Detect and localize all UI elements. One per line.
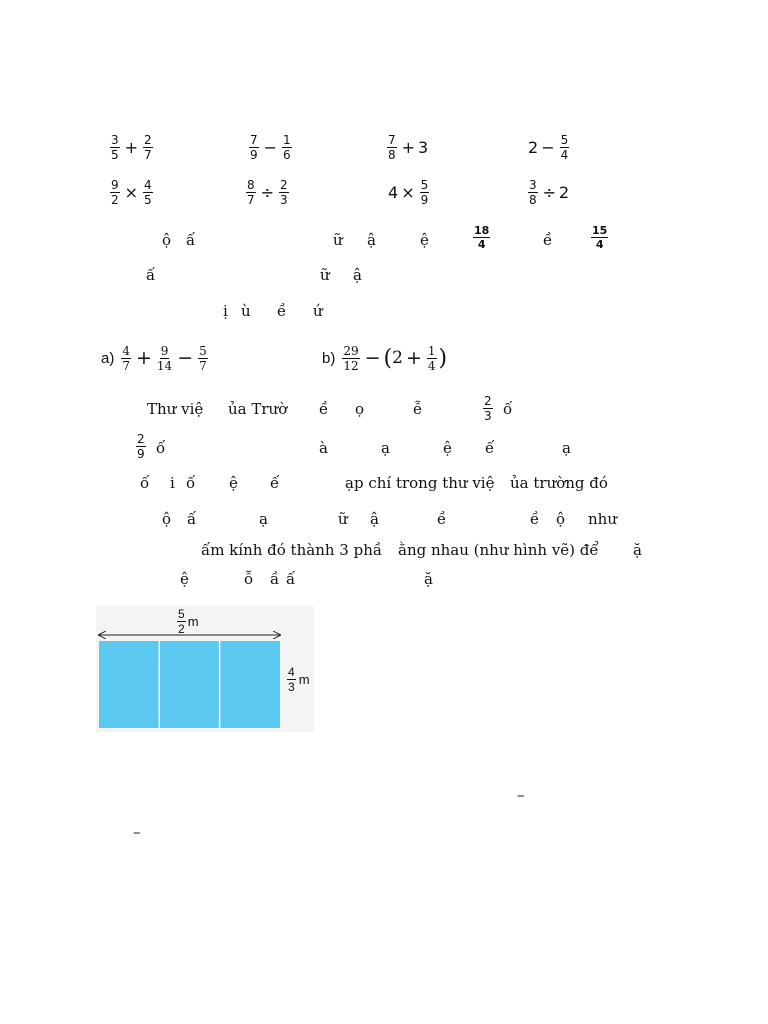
expr-3b: b) $\frac{29}{12}$ − ( 2 + $\frac{1}{4}$ )	[322, 343, 448, 373]
fraction: $\frac{9}{2}$	[111, 177, 119, 207]
glyph: ấ	[187, 510, 197, 528]
glyph: ề	[277, 302, 287, 320]
item-label: a)	[101, 349, 115, 367]
glass-panel	[99, 641, 280, 728]
glyph: ề	[530, 510, 540, 528]
glyph: ặ	[424, 570, 433, 588]
fraction: $\frac{3}{8}$	[529, 177, 537, 207]
glyph: ậ	[367, 231, 376, 249]
glyph: ố	[140, 474, 150, 492]
expr-3a: a) $\frac{4}{7}$ + $\frac{9}{14}$ − $\frac{5}{7}$	[101, 343, 207, 373]
fraction: $\frac{7}{8}$	[388, 132, 396, 162]
height-label: $\frac{4}{3}$ m	[288, 665, 310, 694]
glyph: ị	[223, 302, 228, 320]
glyph: ộ	[162, 231, 172, 249]
glyph: à	[319, 439, 328, 457]
expr-r1c4: 2 − $\frac{5}{4}$	[528, 132, 569, 162]
text-fragment: như	[588, 510, 617, 528]
expr-r2c3: 4 × $\frac{5}{9}$	[388, 177, 429, 207]
dash-mark: –	[133, 823, 141, 841]
glyph: ấ	[186, 231, 196, 249]
fraction: $\frac{1}{6}$	[283, 132, 291, 162]
glyph: ù	[241, 302, 251, 320]
glyph: i	[170, 474, 175, 492]
text-fragment: ằng nhau (như hình vẽ) để	[398, 541, 599, 559]
glyph: ạ	[259, 510, 268, 528]
fraction: $\frac{2}{7}$	[144, 132, 152, 162]
fraction: $\frac{5}{9}$	[420, 177, 429, 207]
text-fragment: ấm kính đó thành 3 phầ	[201, 541, 383, 559]
glyph: ề	[319, 400, 329, 418]
fraction-2-9: $\frac{2}{9}$	[137, 432, 145, 461]
glyph: ọ	[355, 400, 365, 418]
fraction-2-3: $\frac{2}{3}$	[484, 394, 492, 423]
text-fragment: ủa trường đó	[510, 474, 608, 492]
fraction: $\frac{8}{7}$	[247, 177, 255, 207]
expr-r1c1: $\frac{3}{5}$ + $\frac{2}{7}$	[111, 132, 152, 162]
expr-r2c2: $\frac{8}{7}$ ÷ $\frac{2}{3}$	[247, 177, 288, 207]
glyph: ỗ	[244, 570, 254, 588]
glyph: ệ	[229, 474, 238, 492]
glyph: ầ	[270, 570, 280, 588]
glyph: ặ	[633, 541, 642, 559]
expr-r2c4: $\frac{3}{8}$ ÷ 2	[529, 177, 570, 207]
fraction-15-4: $\frac{15}{4}$	[592, 224, 608, 251]
glass-panel-diagram	[96, 606, 314, 732]
figure-glass-panel	[96, 606, 314, 732]
fraction: $\frac{5}{4}$	[560, 132, 569, 162]
glyph: ữ	[320, 266, 330, 284]
fraction: $\frac{7}{9}$	[250, 132, 258, 162]
glyph: ệ	[180, 570, 189, 588]
item-label: b)	[322, 349, 336, 367]
expr-r2c1: $\frac{9}{2}$ × $\frac{4}{5}$	[111, 177, 152, 207]
fraction: $\frac{3}{5}$	[111, 132, 119, 162]
fraction-18-4: $\frac{18}{4}$	[474, 224, 490, 251]
text-fragment: Thư việ	[147, 400, 204, 418]
glyph: ố	[503, 400, 513, 418]
glyph: ấ	[286, 570, 296, 588]
glyph: ề	[437, 510, 447, 528]
glyph: ạ	[381, 439, 390, 457]
glyph: ố	[186, 474, 196, 492]
glyph: ễ	[413, 400, 423, 418]
dash-mark: –	[517, 786, 525, 804]
glyph: ữ	[333, 231, 343, 249]
glyph: ế	[270, 474, 280, 492]
glyph: ộ	[162, 510, 172, 528]
glyph: ậ	[370, 510, 379, 528]
glyph: ạ	[562, 439, 571, 457]
glyph: ệ	[443, 439, 452, 457]
glyph: ậ	[353, 266, 362, 284]
glyph: ố	[156, 439, 166, 457]
fraction: $\frac{4}{5}$	[144, 177, 152, 207]
glyph: ữ	[338, 510, 348, 528]
text-fragment: ủa Trườ	[228, 400, 288, 418]
width-label: $\frac{5}{2}$ m	[178, 607, 199, 636]
glyph: ộ	[556, 510, 566, 528]
expr-r1c3: $\frac{7}{8}$ + 3	[388, 132, 429, 162]
fraction: $\frac{2}{3}$	[280, 177, 288, 207]
glyph: ứ	[313, 302, 323, 320]
text-fragment: ạp chí trong thư việ	[345, 474, 495, 492]
glyph: ệ	[420, 231, 429, 249]
expr-r1c2: $\frac{7}{9}$ − $\frac{1}{6}$	[250, 132, 291, 162]
glyph: ấ	[146, 266, 156, 284]
glyph: ế	[485, 439, 495, 457]
glyph: ề	[543, 231, 553, 249]
